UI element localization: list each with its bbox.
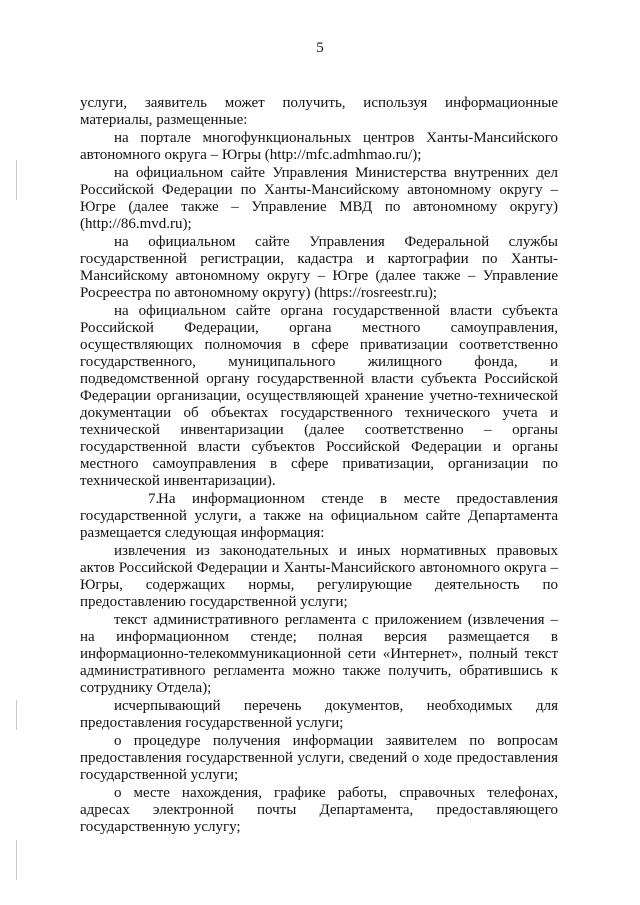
paragraph-regulation-text: текст административного регламента с приложением (извлечения – на информационном стенде; полная версия размещается в информационно-телекоммуникационной сети «Интернет», полный текст административного регламента можно также получить, обратившись к сотруднику Отдела); bbox=[80, 612, 558, 696]
item-number: 7. bbox=[148, 491, 160, 507]
paragraph-mfc-portal: на портале многофункциональных центров Ханты-Мансийского автономного округа – Югры (http://mfc.admhmao.ru/); bbox=[80, 130, 558, 163]
numbered-item-7 bbox=[80, 491, 558, 542]
item-7-text: На информационном стенде в месте предоставления государственной услуги, а также на официальном сайте Департамента размещается следующая информация: bbox=[80, 491, 558, 541]
paragraph-rosreestr-site: на официальном сайте Управления Федеральной службы государственной регистрации, кадастра и картографии по Ханты-Мансийскому автономному округу – Югре (далее также – Управление Росреестра по автономному округу) (https://rosreestr.ru); bbox=[80, 234, 558, 301]
paragraph-continuation: услуги, заявитель может получить, используя информационные материалы, размещенные: bbox=[80, 95, 558, 128]
paragraph-department-location: о месте нахождения, графике работы, справочных телефонах, адресах электронной почты Департамента, предоставляющего государственную услугу; bbox=[80, 785, 558, 835]
page-number: 5 bbox=[316, 40, 324, 56]
document-body bbox=[80, 95, 558, 837]
scan-edge-mark bbox=[16, 840, 17, 880]
paragraph-regional-authority-site: на официальном сайте органа государственной власти субъекта Российской Федерации, органа местного самоуправления, осуществляющих полномочия в сфере приватизации соответственно государственного, муниципального жилищного фонда, и подведомственной органу государственной власти субъекта Российской Федерации организации, осуществляющей хранение учетно-технической документации об объектах государственного технического учета и технической инвентаризации (далее соответственно – органы государственной власти субъектов Российской Федерации и органы местного самоуправления в сфере приватизации, организации по технической инвентаризации). bbox=[80, 303, 558, 489]
scan-edge-mark bbox=[16, 700, 17, 730]
paragraph-legal-extracts: извлечения из законодательных и иных нормативных правовых актов Российской Федерации и Ханты-Мансийского автономного округа – Югры, содержащих нормы, регулирующие деятельность по предоставлению государственной услуги; bbox=[80, 543, 558, 610]
paragraph-document-list: исчерпывающий перечень документов, необходимых для предоставления государственной услуги; bbox=[80, 698, 558, 731]
paragraph-info-procedure: о процедуре получения информации заявителем по вопросам предоставления государственной услуги, сведений о ходе предоставления государственной услуги; bbox=[80, 733, 558, 783]
scan-edge-mark bbox=[16, 160, 17, 200]
paragraph-mvd-site: на официальном сайте Управления Министерства внутренних дел Российской Федерации по Ханты-Мансийскому автономному округу – Югре (далее также – Управление МВД по автономному округу) (http://86.mvd.ru); bbox=[80, 165, 558, 232]
